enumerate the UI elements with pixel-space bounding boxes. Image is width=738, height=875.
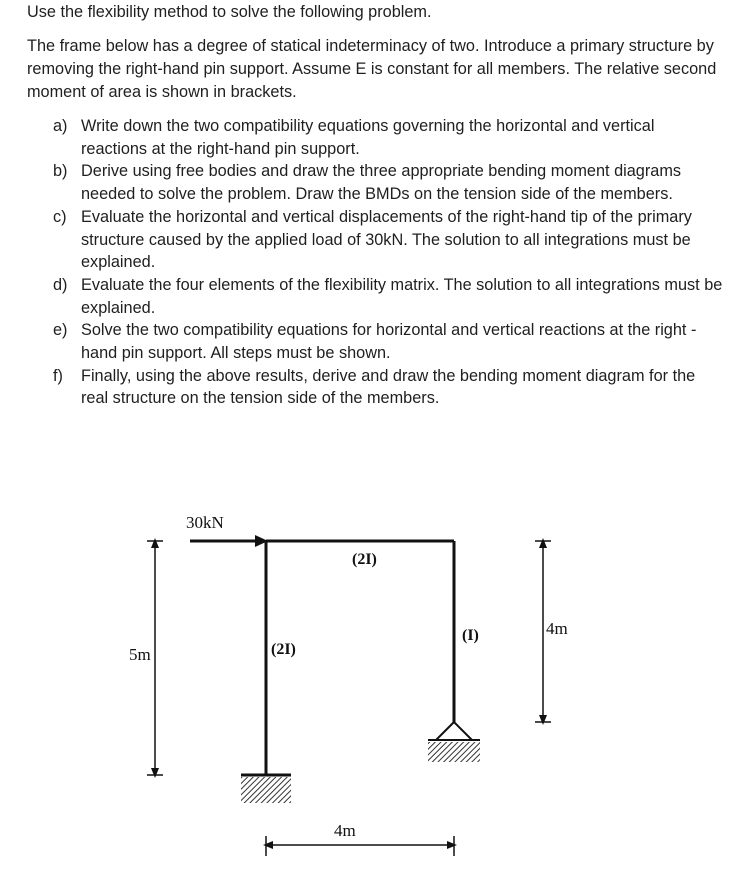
left-column-label: (2I) (271, 641, 296, 658)
left-height-label: 5m (129, 645, 151, 664)
instruction-text: Use the flexibility method to solve the following problem. (27, 3, 432, 21)
right-column-label: (I) (462, 627, 479, 644)
problem-description: The frame below has a degree of statical indeterminacy of two. Introduce a primary structure by removing the right-hand pin support. Assume E is constant for all members. The relative second moment of area is shown in brackets. (27, 37, 717, 101)
question-letter: b) (53, 162, 68, 181)
span-dimension (263, 836, 457, 856)
fixed-support (241, 775, 291, 803)
question-letter: e) (53, 321, 68, 340)
question-letter: c) (53, 207, 67, 226)
question-text: Evaluate the horizontal and vertical displacements of the right-hand tip of the primary structure caused by the applied load of 30kN. The solution to all integrations must be explained. (81, 207, 692, 272)
beam-label: (2I) (352, 551, 377, 568)
question-text: Derive using free bodies and draw the three appropriate bending moment diagrams needed to solve the problem. Draw the BMDs on the tension side of the members. (81, 162, 682, 204)
right-height-label: 4m (546, 619, 568, 638)
question-letter: a) (53, 117, 68, 135)
question-text: Write down the two compatibility equations governing the horizontal and vertical reactions at the right-hand pin support. (81, 117, 655, 158)
question-text: Evaluate the four elements of the flexibility matrix. The solution to all integrations must be explained. (81, 275, 723, 317)
question-text: Solve the two compatibility equations for horizontal and vertical reactions at the right -hand pin support. All steps must be shown. (81, 321, 697, 363)
pin-support (428, 722, 480, 762)
load-label: 30kN (186, 513, 224, 532)
span-label: 4m (334, 821, 356, 840)
load-arrow (190, 535, 268, 547)
question-letter: f) (53, 366, 63, 385)
question-letter: d) (53, 275, 68, 294)
question-text: Finally, using the above results, derive and draw the bending moment diagram for the real structure on the tension side of the members. (81, 366, 696, 408)
